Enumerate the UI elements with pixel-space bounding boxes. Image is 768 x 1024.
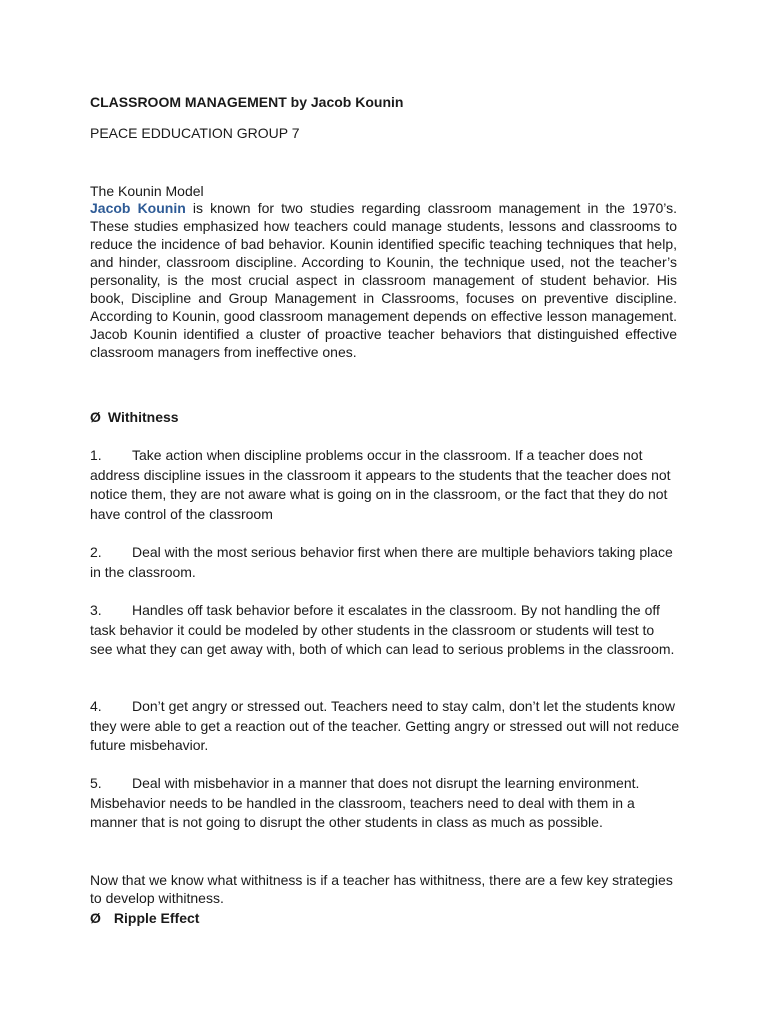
bullet-symbol: Ø	[90, 910, 101, 926]
item-text: Handles off task behavior before it escalates in the classroom. By not handling the off task behavior it could be modeled by other students in the classroom or students will test to see what they can get away with, both of which can lead to serious problems in the classroom.	[90, 602, 675, 657]
withitness-item-1	[90, 446, 680, 524]
section-heading-kounin-model: The Kounin Model	[90, 183, 204, 199]
withitness-item-3	[90, 601, 680, 660]
item-number: 2.	[90, 544, 102, 560]
intro-text: is known for two studies regarding classroom management in the 1970’s. These studies emphasized how teachers could manage students, lessons and classrooms to reduce the incidence of bad behavior. Kounin identified specific teaching techniques that help, and hinder, classroom discipline. According to Kounin, the technique used, not the teacher’s personality, is the most crucial aspect in classroom management of student behavior. His book, Discipline and Group Management in Classrooms, focuses on preventive discipline. According to Kounin, good classroom management depends on effective lesson management. Jacob Kounin identified a cluster of proactive teacher behaviors that distinguished effective classroom managers from ineffective ones.	[90, 200, 677, 360]
item-number: 3.	[90, 602, 102, 618]
bullet-symbol: Ø	[90, 409, 101, 425]
ripple-effect-heading-text: Ripple Effect	[113, 910, 200, 926]
withitness-item-5	[90, 774, 680, 833]
intro-paragraph	[90, 199, 677, 361]
item-number: 5.	[90, 775, 102, 791]
withitness-heading-text: Withitness	[107, 409, 179, 425]
item-number: 4.	[90, 698, 102, 714]
item-text: Deal with misbehavior in a manner that does not disrupt the learning environment. Misbehavior needs to be handled in the classroom, teachers need to deal with them in a manner that is not going to disrupt the other students in class as much as possible.	[90, 775, 640, 830]
item-text: Don’t get angry or stressed out. Teachers need to stay calm, don’t let the students know they were able to get a reaction out of the teacher. Getting angry or stressed out will not reduce future misbehavior.	[90, 698, 680, 753]
document-title: CLASSROOM MANAGEMENT by Jacob Kounin	[90, 94, 404, 110]
withitness-summary: Now that we know what withitness is if a teacher has withitness, there are a few key strategies to develop withitness.	[90, 872, 673, 906]
withitness-item-4	[90, 697, 680, 756]
item-number: 1.	[90, 447, 102, 463]
withitness-heading	[90, 408, 179, 426]
ripple-effect-heading	[90, 909, 199, 927]
document-subtitle: PEACE EDDUCATION GROUP 7	[90, 125, 300, 141]
withitness-item-2	[90, 543, 680, 582]
author-name: Jacob Kounin	[90, 200, 186, 216]
item-text: Deal with the most serious behavior first when there are multiple behaviors taking place in the classroom.	[90, 544, 673, 580]
item-text: Take action when discipline problems occur in the classroom. If a teacher does not address discipline issues in the classroom it appears to the students that the teacher does not notice them, they are not aware what is going on in the classroom, or the fact that they do not have control of the classroom	[90, 447, 671, 522]
